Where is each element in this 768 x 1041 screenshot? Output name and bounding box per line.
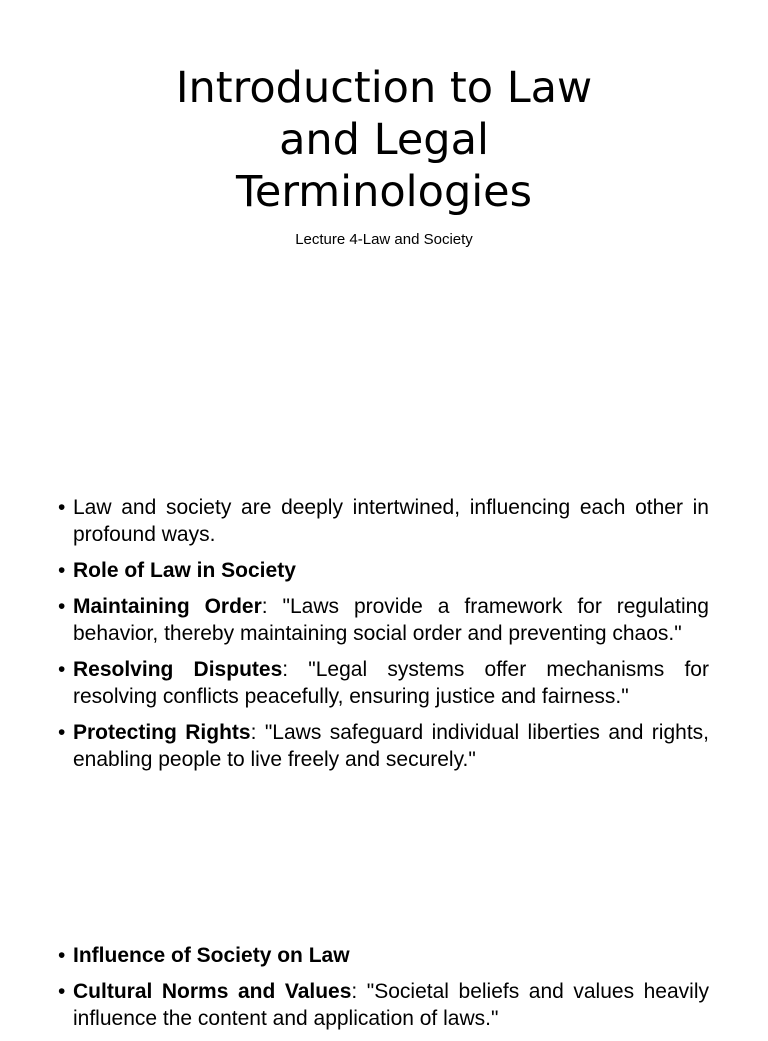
presentation-subtitle: Lecture 4-Law and Society xyxy=(295,231,473,248)
bullet-list xyxy=(58,494,709,782)
bullet-item xyxy=(58,557,709,584)
bullet-item xyxy=(58,719,709,773)
presentation-title xyxy=(84,62,684,218)
bullet-heading: Maintaining Order xyxy=(73,595,262,618)
bullet-text: : "Laws safeguard individual liberties and rights, enabling people to live freely and securely." xyxy=(73,721,709,771)
bullet-heading: Role of Law in Society xyxy=(73,559,296,582)
influence-of-society-slide xyxy=(0,880,768,1030)
title-line: Introduction to Law xyxy=(175,63,593,113)
bullet-text: : "Legal systems offer mechanisms for resolving conflicts peacefully, ensuring justice and fairness." xyxy=(73,658,709,708)
bullet-item xyxy=(58,494,709,548)
title-line: and Legal xyxy=(279,115,489,165)
title-line: Terminologies xyxy=(235,167,533,217)
bullet-item xyxy=(58,593,709,647)
bullet-text: : "Societal beliefs and values heavily influence the content and application of laws." xyxy=(73,980,709,1030)
bullet-text: Law and society are deeply intertwined, influencing each other in profound ways. xyxy=(73,496,709,546)
bullet-heading: Protecting Rights xyxy=(73,721,251,744)
bullet-item xyxy=(58,656,709,710)
bullet-item xyxy=(58,942,709,969)
role-of-law-slide xyxy=(0,440,768,880)
title-slide xyxy=(0,0,768,440)
bullet-heading: Resolving Disputes xyxy=(73,658,283,681)
bullet-heading: Influence of Society on Law xyxy=(73,944,350,967)
bullet-heading: Cultural Norms and Values xyxy=(73,980,352,1003)
bullet-list xyxy=(58,942,709,1041)
bullet-text: : "Laws provide a framework for regulating behavior, thereby maintaining social order and preventing chaos." xyxy=(73,595,709,645)
